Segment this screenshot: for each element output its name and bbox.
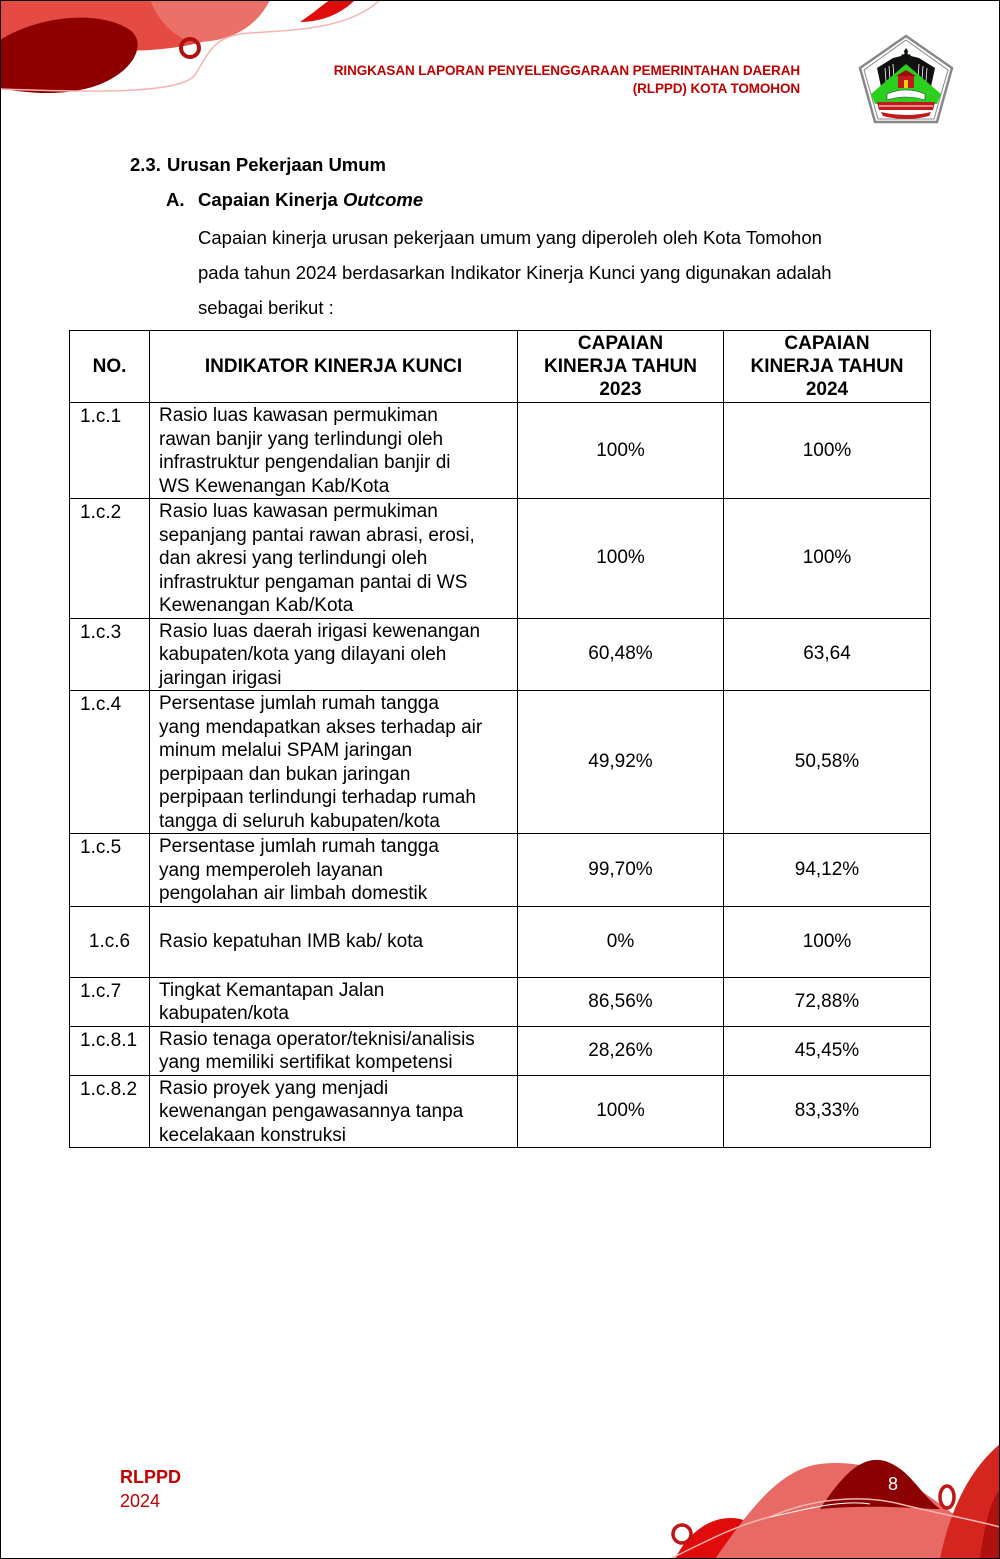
row-value-2024: 100% — [724, 906, 931, 977]
row-indikator — [150, 691, 518, 834]
subsection-heading — [166, 189, 423, 211]
table-row — [70, 691, 931, 834]
indikator-line: Rasio luas kawasan permukiman — [159, 501, 438, 522]
row-value-2024: 72,88% — [724, 977, 931, 1026]
row-value-2023: 99,70% — [518, 834, 724, 907]
indikator-line: infrastruktur pengaman pantai di WS — [159, 571, 468, 593]
header-title-line2: (RLPPD) KOTA TOMOHON — [632, 81, 800, 96]
indikator-line: kabupaten/kota yang dilayani oleh — [159, 644, 447, 665]
row-indikator — [150, 499, 518, 619]
row-number: 1.c.4 — [70, 691, 150, 834]
table-row — [70, 1026, 931, 1075]
indikator-line: Rasio proyek yang menjadi — [159, 1077, 389, 1099]
header-title-line1: RINGKASAN LAPORAN PENYELENGGARAAN PEMERINTAHAN DAERAH — [333, 63, 800, 78]
row-value-2024: 100% — [724, 403, 931, 499]
indikator-line: dan akresi yang terlindungi oleh — [159, 548, 428, 569]
header-line: 2023 — [599, 379, 642, 400]
indikator-line: perpipaan dan bukan jaringan — [159, 763, 411, 785]
indikator-line: minum melalui SPAM jaringan — [159, 740, 413, 761]
intro-line: pada tahun 2024 berdasarkan Indikator Kinerja Kunci yang digunakan adalah — [198, 262, 832, 283]
header-no: NO. — [70, 331, 150, 403]
indikator-line: perpipaan terlindungi terhadap rumah — [159, 787, 476, 808]
indikator-line: Rasio kepatuhan IMB kab/ kota — [159, 931, 424, 953]
table-row — [70, 834, 931, 907]
header-line: KINERJA TAHUN — [543, 356, 698, 377]
indikator-line: Rasio tenaga operator/teknisi/analisis — [159, 1028, 475, 1050]
row-number: 1.c.8.2 — [70, 1075, 150, 1148]
intro-line: Capaian kinerja urusan pekerjaan umum yang diperoleh oleh Kota Tomohon — [198, 227, 822, 248]
indikator-line: pengolahan air limbah domestik — [159, 883, 428, 904]
intro-line: sebagai berikut : — [198, 297, 334, 318]
indikator-line: Persentase jumlah rumah tangga — [159, 693, 439, 714]
row-value-2024: 50,58% — [724, 691, 931, 834]
table-row — [70, 906, 931, 977]
indikator-line: yang mendapatkan akses terhadap air — [159, 716, 483, 738]
header-capaian-2023 — [518, 331, 724, 403]
table-row — [70, 499, 931, 619]
header-line: CAPAIAN — [577, 333, 664, 354]
table-row — [70, 618, 931, 691]
row-value-2024: 45,45% — [724, 1026, 931, 1075]
indikator-line: Kewenangan Kab/Kota — [159, 595, 354, 616]
row-indikator — [150, 618, 518, 691]
footer-wave-decoration — [540, 1399, 1000, 1559]
section-title: Urusan Pekerjaan Umum — [167, 154, 387, 175]
indikator-line: yang memperoleh layanan — [159, 859, 383, 881]
row-value-2023: 100% — [518, 403, 724, 499]
subsection-title-italic: Outcome — [342, 189, 424, 210]
table-row — [70, 977, 931, 1026]
row-value-2024: 63,64 — [724, 618, 931, 691]
row-indikator — [150, 834, 518, 907]
table-row — [70, 1075, 931, 1148]
row-value-2023: 0% — [518, 906, 724, 977]
footer-label — [120, 1465, 181, 1513]
indikator-line: kecelakaan konstruksi — [159, 1124, 346, 1146]
document-header-title — [334, 62, 800, 98]
indikator-line: Rasio luas daerah irigasi kewenangan — [159, 620, 481, 642]
subsection-letter: A. — [166, 189, 185, 210]
row-indikator — [150, 403, 518, 499]
indikator-line: kewenangan pengawasannya tanpa — [159, 1101, 464, 1122]
row-value-2023: 49,92% — [518, 691, 724, 834]
indikator-line: yang memiliki sertifikat kompetensi — [159, 1052, 453, 1073]
row-value-2023: 28,26% — [518, 1026, 724, 1075]
row-value-2024: 100% — [724, 499, 931, 619]
indikator-line: kabupaten/kota — [159, 1003, 289, 1024]
row-number: 1.c.2 — [70, 499, 150, 619]
row-indikator — [150, 906, 518, 977]
indikator-line: Persentase jumlah rumah tangga — [159, 836, 439, 857]
row-indikator — [150, 1026, 518, 1075]
footer-label-title: RLPPD — [120, 1467, 182, 1487]
indikator-line: jaringan irigasi — [159, 667, 282, 689]
indikator-line: rawan banjir yang terlindungi oleh — [159, 428, 444, 450]
section-heading — [130, 154, 386, 176]
table-row — [70, 403, 931, 499]
intro-paragraph — [198, 220, 908, 325]
row-indikator — [150, 977, 518, 1026]
row-number: 1.c.1 — [70, 403, 150, 499]
kpi-table — [69, 330, 931, 1148]
row-number: 1.c.8.1 — [70, 1026, 150, 1075]
header-capaian-2024 — [724, 331, 931, 403]
indikator-line: infrastruktur pengendalian banjir di — [159, 452, 451, 473]
indikator-line: Rasio luas kawasan permukiman — [159, 405, 438, 426]
row-number: 1.c.5 — [70, 834, 150, 907]
indikator-line: Tingkat Kemantapan Jalan — [159, 979, 385, 1001]
table-header-row — [70, 331, 931, 403]
indikator-line: WS Kewenangan Kab/Kota — [159, 475, 390, 497]
row-value-2023: 86,56% — [518, 977, 724, 1026]
indikator-line: tangga di seluruh kabupaten/kota — [159, 810, 440, 832]
row-value-2024: 94,12% — [724, 834, 931, 907]
indikator-line: sepanjang pantai rawan abrasi, erosi, — [159, 524, 475, 546]
row-value-2023: 100% — [518, 1075, 724, 1148]
row-number: 1.c.7 — [70, 977, 150, 1026]
row-value-2023: 100% — [518, 499, 724, 619]
header-indikator: INDIKATOR KINERJA KUNCI — [150, 331, 518, 403]
header-line: CAPAIAN — [784, 333, 870, 354]
subsection-title: Capaian Kinerja — [198, 189, 343, 210]
row-number: 1.c.3 — [70, 618, 150, 691]
page-number: 8 — [888, 1474, 899, 1494]
row-value-2023: 60,48% — [518, 618, 724, 691]
row-indikator — [150, 1075, 518, 1148]
footer-label-year: 2024 — [120, 1491, 161, 1511]
kota-tomohon-emblem-icon — [857, 34, 955, 124]
header-line: KINERJA TAHUN — [750, 356, 904, 377]
row-value-2024: 83,33% — [724, 1075, 931, 1148]
row-number: 1.c.6 — [70, 906, 150, 977]
section-number: 2.3. — [130, 154, 161, 175]
header-line: 2024 — [805, 379, 849, 400]
